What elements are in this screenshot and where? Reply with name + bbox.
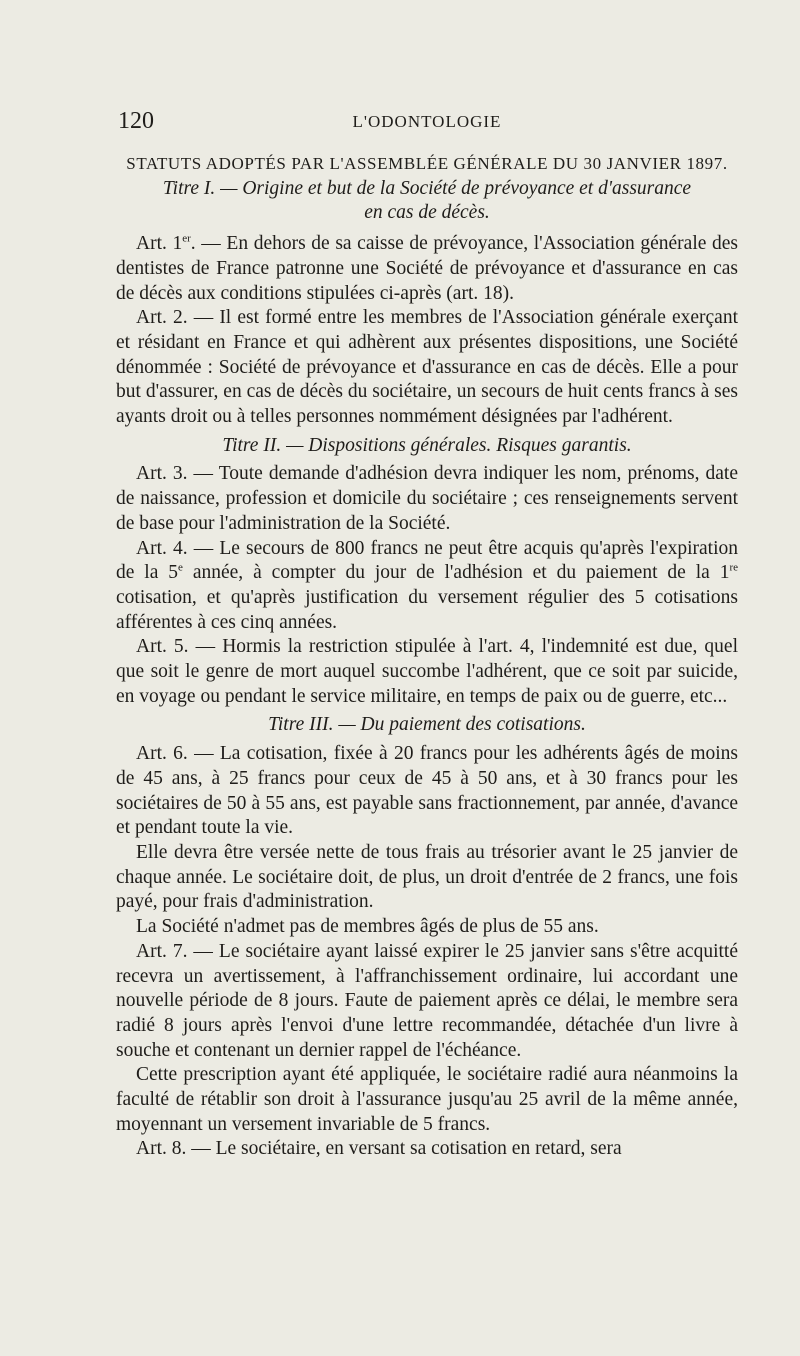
article-2: Art. 2. — Il est formé entre les membres de l'Association générale exerçant et résidant en France et qui adhèrent aux présentes dispositions, une Société dénommée : Société de prévoyance et d'assurance en cas de décès. Elle a pour but d'assurer, en cas de décès du sociétaire, un secours de huit cents francs à ses ayants droit ou à telles personnes nommément désignées par l'adhérent. — [116, 307, 738, 428]
article-1-sup: er — [182, 232, 191, 245]
statutes-heading: STATUTS ADOPTÉS PAR L'ASSEMBLÉE GÉNÉRALE DU 30 JANVIER 1897. — [126, 154, 728, 173]
titre-1-line-1: Titre I. — Origine et but de la Société de prévoyance et d'assurance — [162, 177, 692, 199]
article-1-prefix: Art. 1 — [136, 233, 183, 255]
article-7-paragraph-2: Cette prescription ayant été appliquée, le sociétaire radié aura néanmoins la faculté de rétablir son droit à l'assurance jusqu'au 25 avril de la même année, moyennant un versement invariable de 5 francs. — [116, 1064, 738, 1135]
article-4 — [116, 537, 738, 636]
article-4-part-1: Art. 4. — Le secours de 800 francs ne peut être acquis qu'après l'expiration de la 5 — [116, 537, 738, 584]
article-6: Art. 6. — La cotisation, fixée à 20 francs pour les adhérents âgés de moins de 45 ans, à 25 francs pour ceux de 45 à 50 ans, et à 30 francs pour les sociétaires de 50 à 55 ans, est payable sans fractionnement, par année, d'avance et pendant toute la vie. — [116, 743, 738, 839]
article-7: Art. 7. — Le sociétaire ayant laissé expirer le 25 janvier sans s'être acquitté recevra un avertissement, à l'affranchissement ordinaire, lui accordant une nouvelle période de 8 jours. Faute de paiement après ce délai, le membre sera radié 8 jours après l'envoi d'une lettre recommandée, détachée d'un livre à souche et contenant un dernier rappel de l'échéance. — [116, 940, 738, 1061]
article-5: Art. 5. — Hormis la restriction stipulée à l'art. 4, l'indemnité est due, quel que soit le genre de mort auquel succombe l'adhérent, que ce soit par suicide, en voyage ou pendant le service militaire, en temps de paix ou de guerre, etc... — [116, 636, 738, 707]
article-1 — [116, 232, 738, 306]
article-6-paragraph-3: La Société n'admet pas de membres âgés de plus de 55 ans. — [136, 916, 599, 938]
document-body — [116, 152, 738, 1162]
article-4-sup-2: re — [729, 561, 738, 574]
article-8: Art. 8. — Le sociétaire, en versant sa cotisation en retard, sera — [136, 1138, 622, 1160]
titre-1-line-2: en cas de décès. — [364, 202, 490, 224]
journal-title: L'ODONTOLOGIE — [352, 112, 502, 131]
article-3: Art. 3. — Toute demande d'adhésion devra indiquer les nom, prénoms, date de naissance, profession et domicile du sociétaire ; ces renseignements servent de base pour l'administration de la Société. — [116, 463, 738, 534]
page-number: 120 — [118, 108, 154, 134]
article-4-part-2: année, à compter du jour de l'adhésion et du paiement de la 1 — [182, 562, 730, 584]
running-header — [118, 108, 736, 140]
article-1-text: . — En dehors de sa caisse de prévoyance, l'Association générale des dentistes de France patronne une Société de prévoyance et d'assurance en cas de décès aux conditions stipulées ci-après (art. 18). — [116, 233, 739, 304]
titre-3: Titre III. — Du paiement des cotisations. — [268, 714, 586, 736]
titre-2: Titre II. — Dispositions générales. Risques garantis. — [222, 434, 632, 456]
article-6-paragraph-2: Elle devra être versée nette de tous frais au trésorier avant le 25 janvier de chaque année. Le sociétaire doit, de plus, un droit d'entrée de 2 francs, une fois payé, pour frais d'administration. — [116, 841, 738, 913]
article-4-sup-1: e — [178, 561, 183, 574]
article-4-part-3: cotisation, et qu'après justification du versement régulier des 5 cotisations afférentes à ces cinq années. — [116, 586, 738, 633]
